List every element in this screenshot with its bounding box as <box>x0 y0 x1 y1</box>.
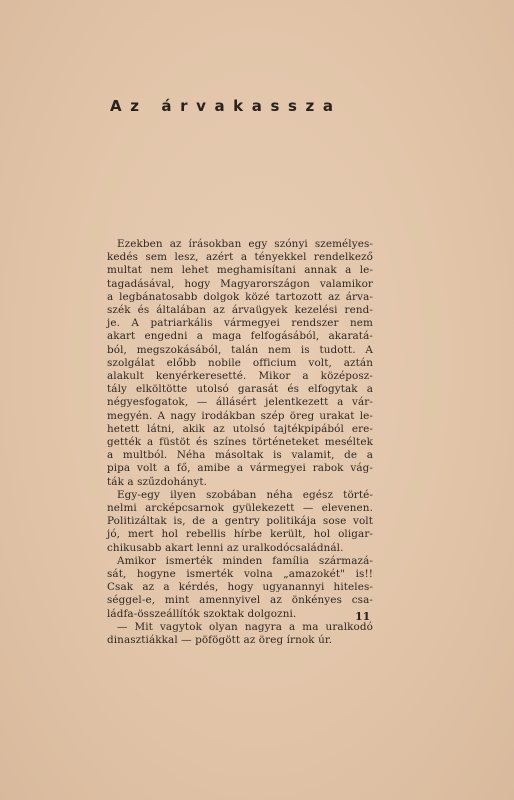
paragraph <box>107 238 373 489</box>
paragraph <box>107 621 373 647</box>
text-line: ták a szűzdohányt. <box>107 475 208 488</box>
chapter-title: Az árvakassza <box>110 97 342 115</box>
paragraph <box>107 555 373 621</box>
text-line: tály elköltötte utolsó garasát és elfogytak a <box>107 383 373 396</box>
text-line: — Mit vagytok olyan nagyra a ma uralkodó <box>117 620 373 633</box>
page-number: 11 <box>355 610 371 623</box>
text-line: nelmi arcképcsarnok gyülekezett — elevenen. <box>107 502 373 515</box>
body-text <box>107 238 373 647</box>
text-line: chikusabb akart lenni az uralkodócsaládnál. <box>107 541 344 554</box>
text-line: séggel-e, mint amennyivel az önkényes csa- <box>107 594 373 607</box>
text-line: szék és általában az árvaügyek kezelési rend- <box>107 304 373 317</box>
text-line: megyén. A nagy irodákban szép öreg urakat le- <box>107 409 373 422</box>
text-line: Politizáltak is, de a gentry politikája sose volt <box>107 515 373 528</box>
text-line: akart engedni a maga felfogásából, akaratá- <box>107 330 373 343</box>
text-line: je. A patriarkális vármegyei rendszer nem <box>107 317 373 330</box>
text-line: Amikor ismerték minden família származá- <box>117 554 373 567</box>
text-line: Ezekben az írásokban egy szónyi személyes- <box>117 238 373 250</box>
text-line: négyesfogatok, — állásért jelentkezett a vár- <box>107 396 373 409</box>
text-line: dinasztiákkal — pöfögött az öreg írnok úr. <box>107 634 333 647</box>
text-line: Egy-egy ilyen szobában néha egész törté- <box>117 488 373 501</box>
paragraph <box>107 489 373 555</box>
text-line: ládfa-összeállítók szoktak dolgozni. <box>107 607 297 620</box>
text-line: kedés sem lesz, azért a tényekkel rendelkező <box>107 251 373 264</box>
text-line: alakult kenyérkeresetté. Mikor a középosz- <box>107 370 373 383</box>
text-line: a multból. Néha másoltak is valamit, de a <box>107 449 373 462</box>
text-line: multat nem lehet meghamisítani annak a le- <box>107 264 373 277</box>
text-line: jó, mert hol rebellis hírbe került, hol oligar- <box>107 528 373 541</box>
text-line: gették a füstöt és színes történeteket meséltek <box>107 436 373 449</box>
text-line: szolgálat előbb nobile officium volt, aztán <box>107 356 373 369</box>
text-line: tagadásával, hogy Magyarországon valamikor <box>107 277 373 290</box>
text-line: ból, megszokásából, talán nem is tudott. A <box>107 343 373 356</box>
text-line: a legbánatosabb dolgok közé tartozott az árva- <box>107 290 373 303</box>
text-line: sát, hogyne ismerték volna „amazokét" is!! <box>107 568 373 581</box>
text-line: pipa volt a fő, amibe a vármegyei rabok vág- <box>107 462 373 475</box>
text-line: hetett látni, akik az utolsó tajtékpipából ere- <box>107 422 373 435</box>
text-line: Csak az a kérdés, hogy ugyanannyi hiteles- <box>107 581 373 594</box>
